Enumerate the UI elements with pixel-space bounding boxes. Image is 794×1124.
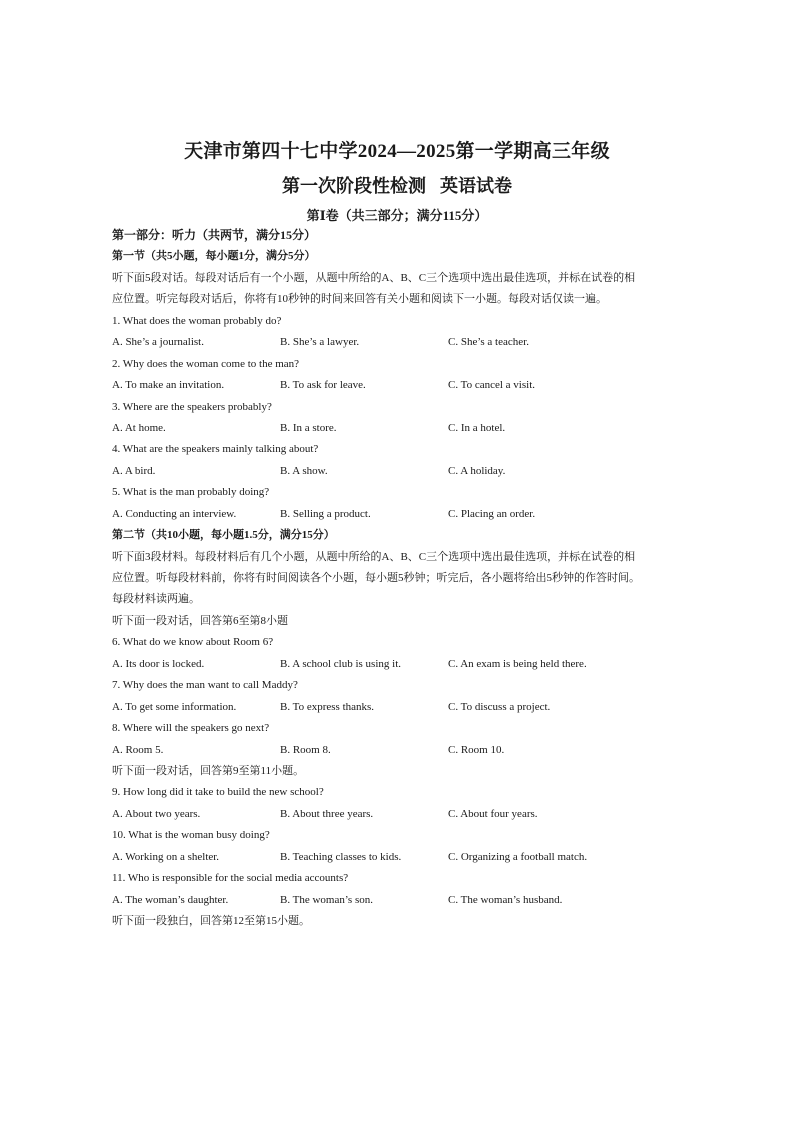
question: 7. Why does the man want to call Maddy? — [112, 679, 298, 692]
option-a: A. Room 5. — [112, 743, 164, 756]
section1-instructions-line: 听下面5段对话。每段对话后有一个小题，从题中所给的A、B、C三个选项中选出最佳选项，并标在试卷的相 — [112, 271, 636, 284]
options-row — [112, 375, 692, 396]
option-a: A. Working on a shelter. — [112, 850, 220, 863]
options-row — [112, 740, 692, 761]
exam-title-school: 天津市第四十七中学2024—2025第一学期高三年级 — [184, 141, 610, 162]
question: 6. What do we know about Room 6? — [112, 636, 274, 649]
option-b: B. To ask for leave. — [280, 379, 366, 392]
exam-title-test — [0, 172, 794, 198]
option-a: A. At home. — [112, 421, 166, 434]
option-c: C. To discuss a project. — [448, 700, 551, 713]
part1-heading: 第一部分：听力（共两节，满分15分） — [112, 228, 317, 242]
options-row — [112, 890, 692, 911]
exam-title-subject: 英语试卷 — [440, 176, 512, 196]
options-row — [112, 461, 692, 482]
options-row — [112, 504, 692, 525]
question: 1. What does the woman probably do? — [112, 314, 282, 327]
option-a: A. Its door is locked. — [112, 657, 205, 670]
options-row — [112, 654, 692, 675]
exam-content — [112, 225, 692, 932]
option-c: C. To cancel a visit. — [448, 379, 536, 392]
question: 3. Where are the speakers probably? — [112, 400, 272, 413]
option-b: B. A show. — [280, 464, 328, 477]
option-b: B. Room 8. — [280, 743, 331, 756]
option-b: B. Teaching classes to kids. — [280, 850, 402, 863]
option-c: C. A holiday. — [448, 464, 506, 477]
group-intro: 听下面一段对话，回答第9至第11小题。 — [112, 764, 305, 777]
option-a: A. A bird. — [112, 464, 156, 477]
options-row — [112, 847, 692, 868]
option-b: B. The woman’s son. — [280, 893, 373, 906]
option-b: B. She’s a lawyer. — [280, 336, 360, 349]
section2-heading: 第二节（共10小题，每小题1.5分，满分15分） — [112, 529, 335, 542]
option-c: C. Organizing a football match. — [448, 850, 588, 863]
option-b: B. A school club is using it. — [280, 657, 402, 670]
section1-instructions-line: 应位置。听完每段对话后，你将有10秒钟的时间来回答有关小题和阅读下一小题。每段对话仅读一遍。 — [112, 293, 607, 306]
option-a: A. About two years. — [112, 807, 201, 820]
question: 11. Who is responsible for the social media accounts? — [112, 872, 349, 885]
option-a: A. The woman’s daughter. — [112, 893, 229, 906]
question: 9. How long did it take to build the new school? — [112, 786, 324, 799]
question: 4. What are the speakers mainly talking about? — [112, 443, 319, 456]
option-c: C. Room 10. — [448, 743, 505, 756]
section2-instructions-line: 每段材料读两遍。 — [112, 593, 200, 606]
question: 8. Where will the speakers go next? — [112, 722, 270, 735]
option-c: C. About four years. — [448, 807, 538, 820]
option-b: B. To express thanks. — [280, 700, 375, 713]
options-row — [112, 418, 692, 439]
option-c: C. She’s a teacher. — [448, 336, 529, 349]
section2-instructions-line: 应位置。听每段材料前，你将有时间阅读各个小题，每小题5秒钟；听完后，各小题将给出5秒钟的作答时间。 — [112, 572, 640, 584]
options-row — [112, 332, 692, 353]
options-row — [112, 804, 692, 825]
option-b: B. In a store. — [280, 421, 337, 434]
group-intro: 听下面一段对话，回答第6至第8小题 — [112, 614, 288, 627]
section1-heading: 第一节（共5小题，每小题1分，满分5分） — [112, 250, 316, 263]
question: 5. What is the man probably doing? — [112, 486, 270, 499]
option-b: B. Selling a product. — [280, 507, 371, 520]
option-a: A. She’s a journalist. — [112, 336, 204, 349]
options-row — [112, 697, 692, 718]
question: 10. What is the woman busy doing? — [112, 829, 270, 842]
section2-instructions-line: 听下面3段材料。每段材料后有几个小题，从题中所给的A、B、C三个选项中选出最佳选项，并标在试卷的相 — [112, 550, 636, 563]
question: 2. Why does the woman come to the man? — [112, 357, 300, 370]
option-c: C. Placing an order. — [448, 507, 536, 520]
option-c: C. In a hotel. — [448, 421, 506, 434]
option-b: B. About three years. — [280, 807, 374, 820]
option-a: A. To make an invitation. — [112, 379, 225, 392]
volume-heading: 第Ⅰ卷（共三部分；满分115分） — [306, 208, 488, 223]
option-c: C. The woman’s husband. — [448, 893, 563, 906]
option-c: C. An exam is being held there. — [448, 657, 587, 670]
group-intro: 听下面一段独白，回答第12至第15小题。 — [112, 915, 310, 927]
option-a: A. Conducting an interview. — [112, 507, 237, 520]
exam-title-test-name: 第一次阶段性检测 — [282, 176, 426, 196]
option-a: A. To get some information. — [112, 700, 237, 713]
